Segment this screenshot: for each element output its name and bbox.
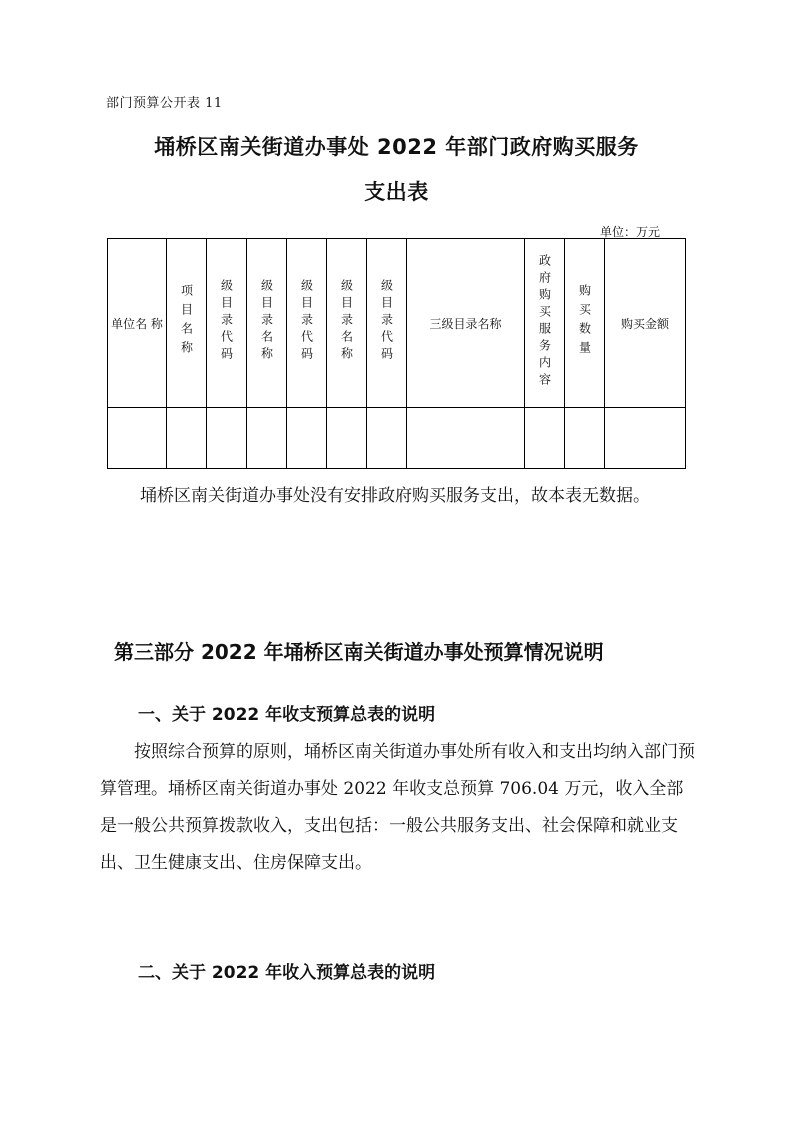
section-title: 第三部分 2022 年埇桥区南关街道办事处预算情况说明 [114, 640, 604, 664]
table-cell [407, 408, 525, 469]
page-title: 埇桥区南关街道办事处 2022 年部门政府购买服务 [154, 135, 639, 159]
table-cell [327, 408, 367, 469]
header-level-name-2: 级目录名称 [327, 239, 367, 408]
table-number-label: 部门预算公开表 11 [106, 96, 223, 111]
unit-label: 单位：万元 [600, 225, 661, 239]
header-unit-name: 单位名 称 [108, 239, 167, 408]
subsection-body-1: 按照综合预算的原则，埇桥区南关街道办事处所有收入和支出均纳入部门预算管理。埇桥区南关街道办事处 2022 年收支总预算 706.04 万元，收入全部是一般公共预算拨款收入，支出包括：一般公共服务支出、社会保障和就业支出、卫生健康支出、住房保障支出。 [100, 742, 695, 873]
table-cell [287, 408, 327, 469]
table-cell [605, 408, 686, 469]
header-level-code-2: 级目录代码 [287, 239, 327, 408]
page-title-line2: 支出表 [364, 180, 429, 204]
table-row [108, 408, 686, 469]
subsection-title-2: 二、关于 2022 年收入预算总表的说明 [138, 963, 436, 983]
purchase-services-table [107, 238, 686, 469]
table-cell [525, 408, 565, 469]
no-data-note: 埇桥区南关街道办事处没有安排政府购买服务支出，故本表无数据。 [140, 486, 650, 506]
table-cell [367, 408, 407, 469]
table-header-row [108, 239, 686, 408]
table-cell [207, 408, 247, 469]
header-level3-name: 三级目录名称 [407, 239, 525, 408]
header-level-code-3: 级目录代码 [367, 239, 407, 408]
table-cell [167, 408, 207, 469]
header-service-content: 政府购买服务内容 [525, 239, 565, 408]
table-cell [565, 408, 605, 469]
header-level-name-1: 级目录名称 [247, 239, 287, 408]
table-cell [108, 408, 167, 469]
header-amount: 购买金额 [605, 239, 686, 408]
header-project-name: 项目名称 [167, 239, 207, 408]
header-quantity: 购买数量 [565, 239, 605, 408]
table-cell [247, 408, 287, 469]
header-level-code-1: 级目录代码 [207, 239, 247, 408]
subsection-title-1: 一、关于 2022 年收支预算总表的说明 [138, 705, 436, 725]
